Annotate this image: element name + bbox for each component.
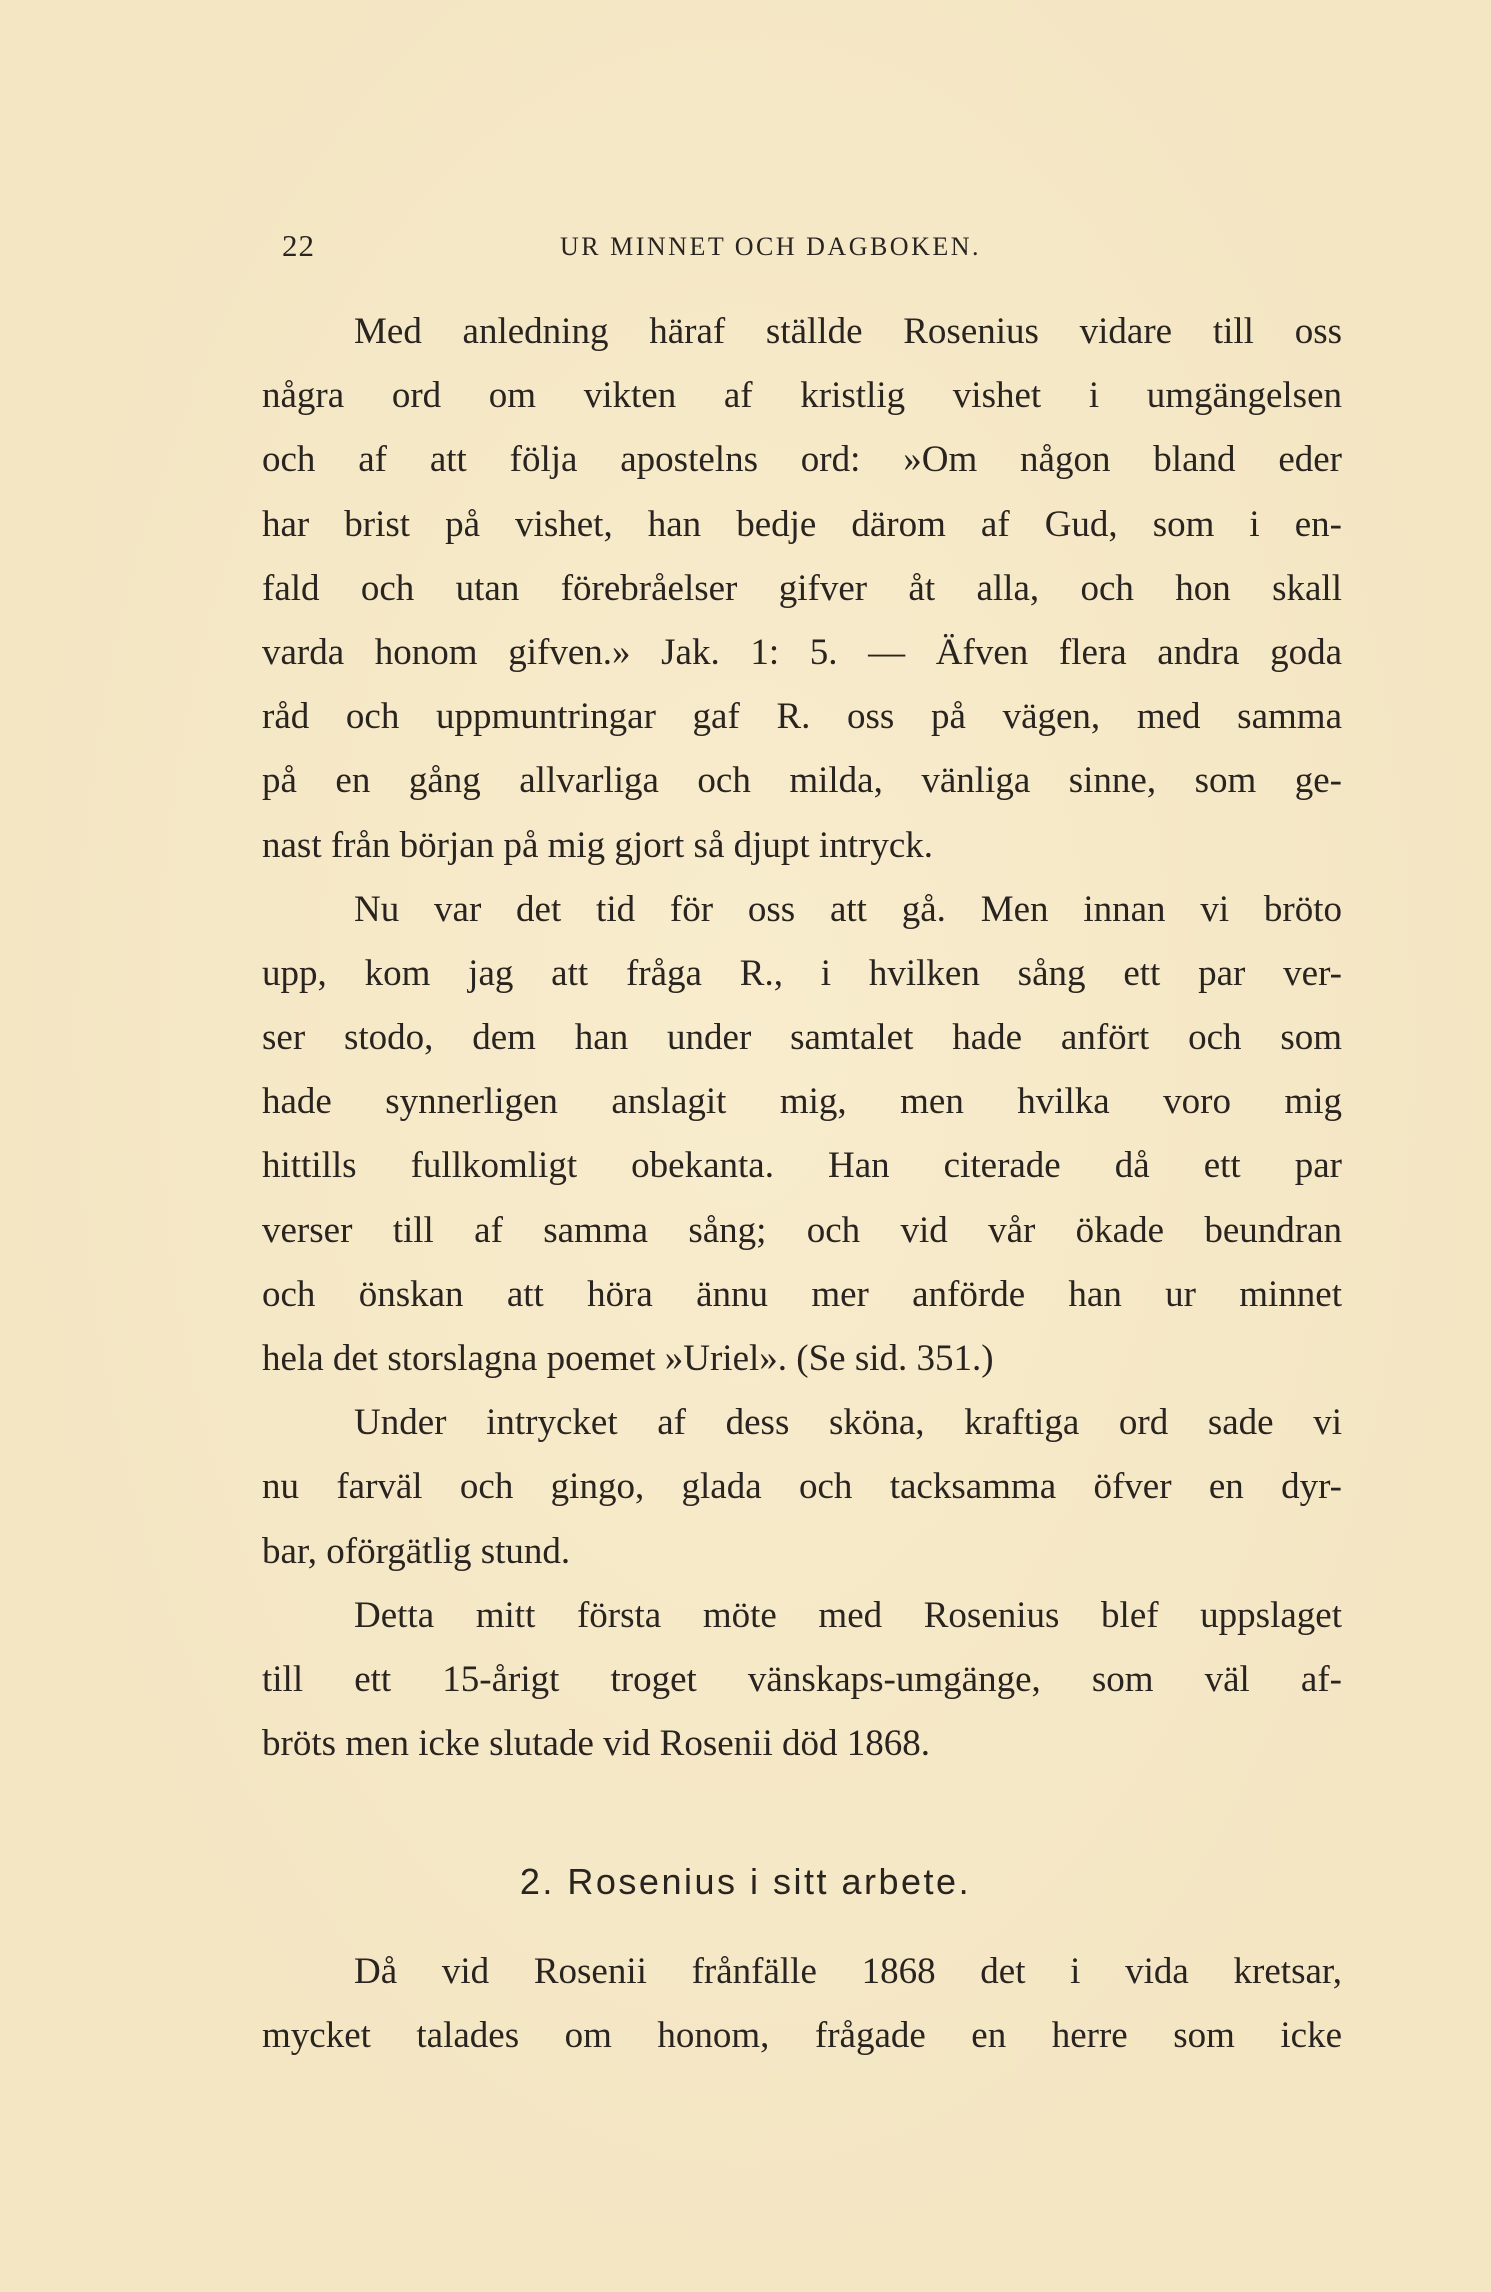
text-line: Detta mitt första möte med Rosenius blef uppslaget	[354, 1594, 1342, 1636]
text-line: några ord om vikten af kristlig vishet i umgängelsen	[262, 375, 1342, 417]
text-line: verser till af samma sång; och vid vår ökade beundran	[262, 1209, 1342, 1251]
text-line: varda honom gifven.» Jak. 1: 5. — Äfven flera andra goda	[262, 631, 1342, 673]
text-line: hela det storslagna poemet »Uriel». (Se sid. 351.)	[262, 1338, 994, 1379]
text-line: ser stodo, dem han under samtalet hade anfört och som	[262, 1017, 1342, 1059]
text-line: mycket talades om honom, frågade en herre som icke	[262, 2015, 1342, 2057]
text-line: hade synnerligen anslagit mig, men hvilka voro mig	[262, 1081, 1342, 1123]
text-line: och önskan att höra ännu mer anförde han ur minnet	[262, 1273, 1342, 1315]
section-body-text	[262, 1940, 1342, 2068]
text-line: bar, oförgätlig stund.	[262, 1530, 571, 1572]
running-title: UR MINNET OCH DAGBOKEN.	[560, 232, 982, 261]
text-line: och af att följa apostelns ord: »Om någon bland eder	[262, 439, 1342, 481]
page-number: 22	[282, 228, 315, 263]
text-line: Nu var det tid för oss att gå. Men innan vi bröto	[354, 888, 1342, 930]
body-text	[262, 300, 1342, 1776]
text-line: Med anledning häraf ställde Rosenius vidare till oss	[354, 311, 1342, 352]
text-line: Då vid Rosenii frånfälle 1868 det i vida kretsar,	[354, 1951, 1342, 1992]
text-line: till ett 15-årigt troget vänskaps-umgänge, som väl af-	[262, 1658, 1342, 1700]
text-line: på en gång allvarliga och milda, vänliga sinne, som ge-	[262, 760, 1342, 802]
text-line: bröts men icke slutade vid Rosenii död 1868.	[262, 1723, 930, 1765]
section-heading: 2. Rosenius i sitt arbete.	[519, 1861, 972, 1902]
running-head	[282, 228, 1342, 278]
text-line: råd och uppmuntringar gaf R. oss på vägen, med samma	[262, 696, 1342, 738]
text-line: nast från början på mig gjort så djupt intryck.	[262, 824, 933, 866]
text-line: har brist på vishet, han bedje därom af Gud, som i en-	[262, 503, 1342, 545]
text-line: nu farväl och gingo, glada och tacksamma öfver en dyr-	[262, 1466, 1342, 1508]
text-line: hittills fullkomligt obekanta. Han citerade då ett par	[262, 1145, 1342, 1187]
text-line: fald och utan förebråelser gifver åt alla, och hon skall	[262, 567, 1342, 609]
text-line: Under intrycket af dess sköna, kraftiga ord sade vi	[354, 1402, 1342, 1444]
text-line: upp, kom jag att fråga R., i hvilken sång ett par ver-	[262, 952, 1342, 994]
